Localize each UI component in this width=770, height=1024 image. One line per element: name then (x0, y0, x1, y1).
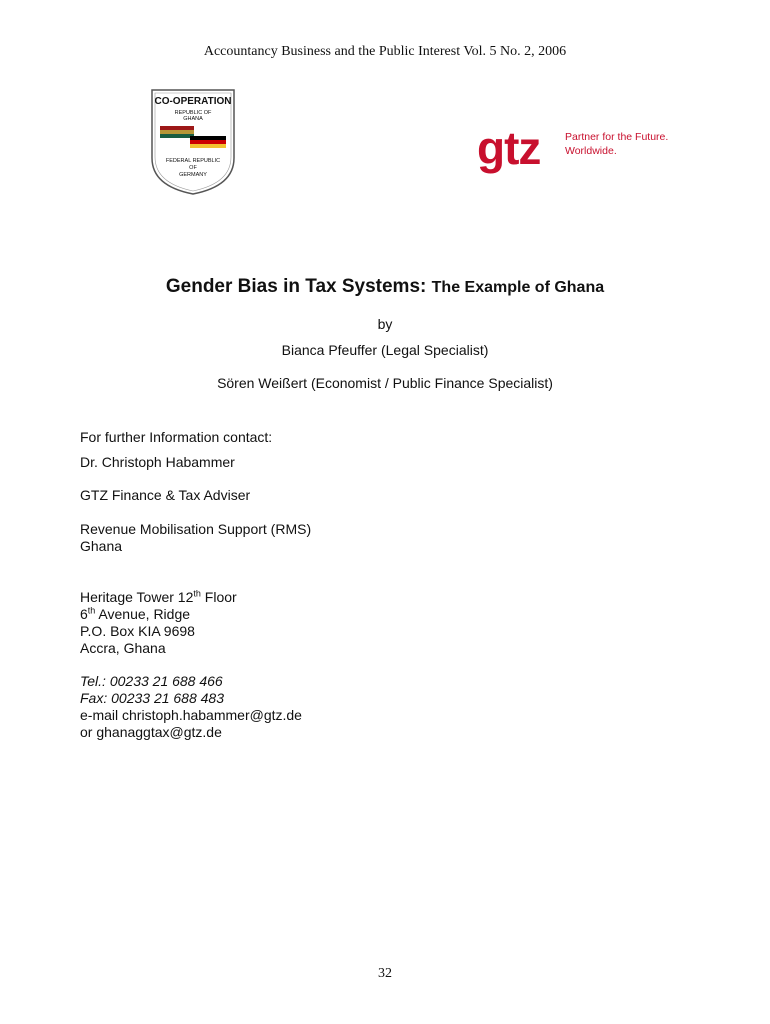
svg-text:OF: OF (189, 165, 197, 171)
title-main: Gender Bias in Tax Systems: (165, 276, 427, 297)
gtz-wordmark: gtz (477, 122, 541, 174)
page-number: 32 (378, 966, 392, 981)
contact-intro: For further Information contact: (80, 429, 273, 445)
gtz-tagline-2: Worldwide. (565, 145, 617, 157)
author-1: Bianca Pfeuffer (Legal Specialist) (281, 342, 489, 358)
address-line-4: Accra, Ghana (80, 640, 166, 656)
address-line-1: Heritage Tower 12th Floor (80, 588, 237, 605)
svg-text:GERMANY: GERMANY (179, 172, 207, 178)
title-subtitle: The Example of Ghana (431, 279, 605, 296)
contact-org-line1: Revenue Mobilisation Support (RMS) (80, 521, 312, 537)
gtz-logo (477, 118, 677, 188)
contact-name: Dr. Christoph Habammer (80, 454, 235, 470)
author-2: Sören Weißert (Economist / Public Finance Specialist) (217, 375, 553, 391)
paper-title (0, 276, 770, 298)
byline-by: by (377, 316, 393, 332)
svg-text:GHANA: GHANA (183, 116, 203, 122)
contact-fax: Fax: 00233 21 688 483 (80, 690, 225, 706)
address-line-3: P.O. Box KIA 9698 (80, 623, 195, 639)
seal-title: CO-OPERATION (154, 96, 232, 107)
contact-role: GTZ Finance & Tax Adviser (80, 487, 251, 503)
svg-text:FEDERAL REPUBLIC: FEDERAL REPUBLIC (165, 158, 221, 164)
cooperation-seal-logo (150, 88, 236, 196)
svg-text:REPUBLIC OF: REPUBLIC OF (174, 110, 212, 116)
contact-email-2[interactable]: or ghanaggtax@gtz.de (80, 724, 222, 740)
gtz-tagline-1: Partner for the Future. (565, 131, 669, 143)
address-line-2: 6th Avenue, Ridge (80, 605, 191, 622)
contact-org-line2: Ghana (80, 538, 123, 554)
journal-header: Accountancy Business and the Public Interest Vol. 5 No. 2, 2006 (203, 44, 567, 59)
contact-email-1[interactable]: e-mail christoph.habammer@gtz.de (80, 707, 302, 723)
contact-tel: Tel.: 00233 21 688 466 (80, 673, 223, 689)
